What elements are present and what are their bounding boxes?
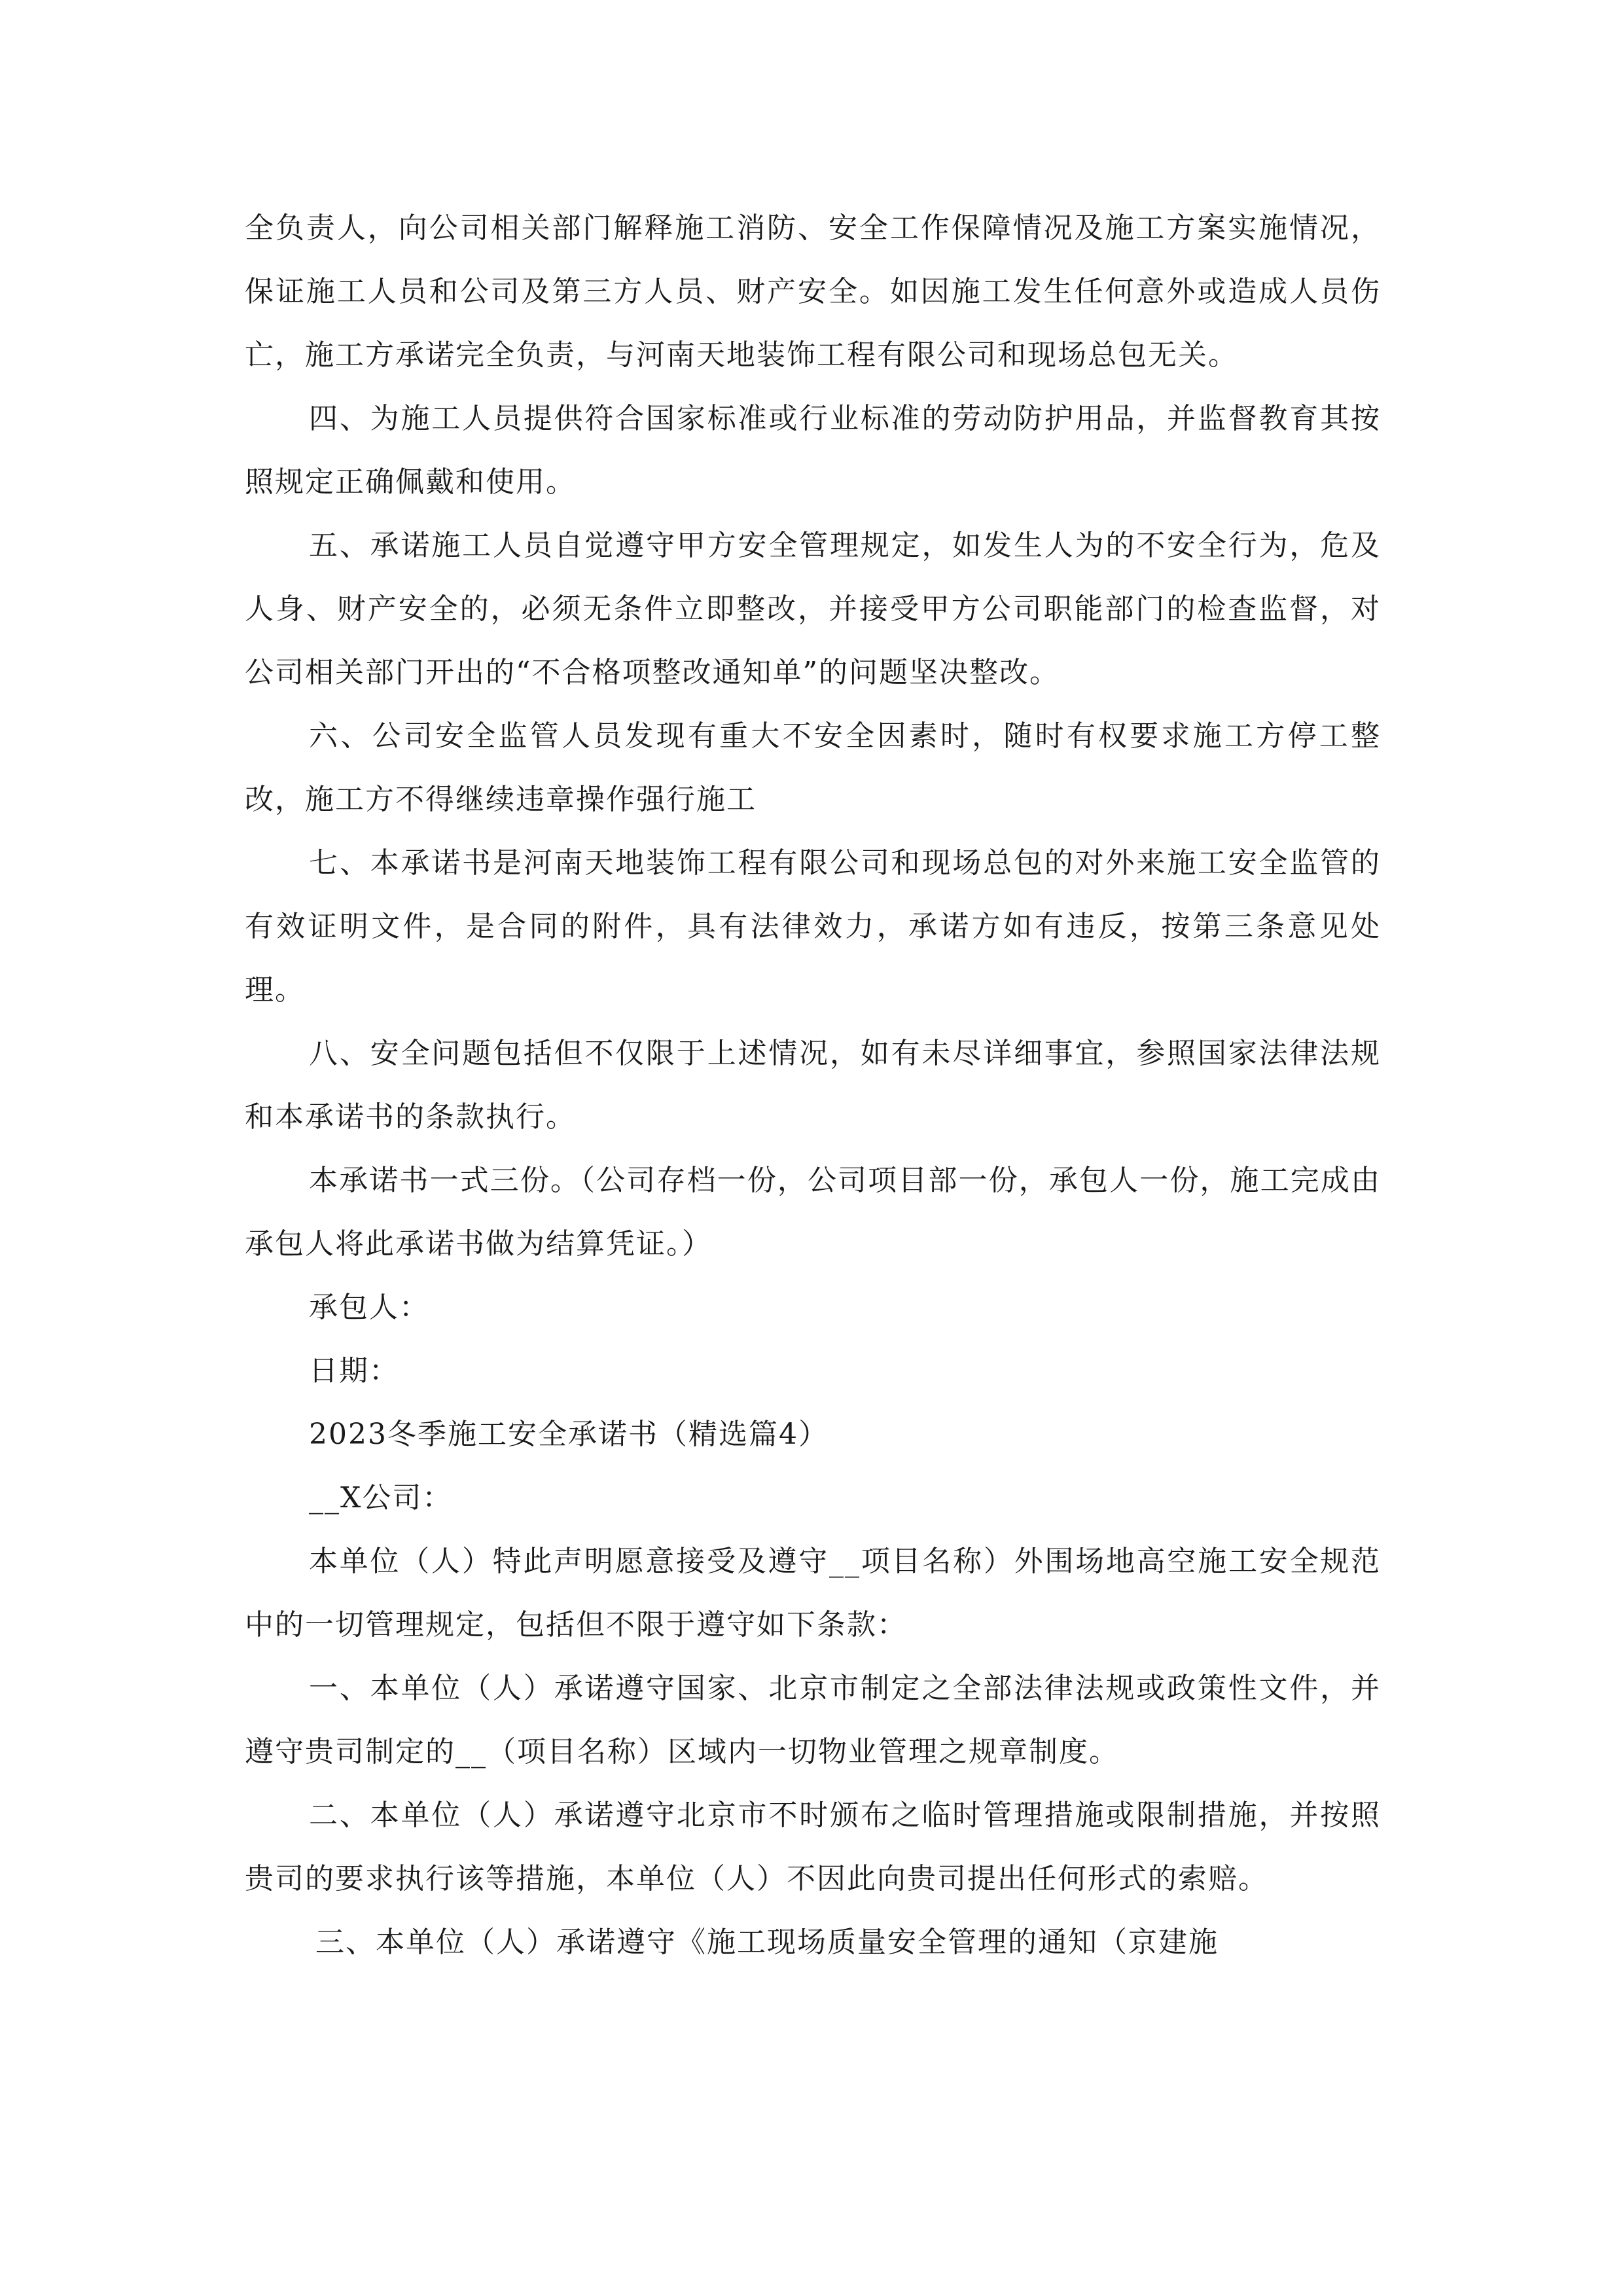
paragraph-copies: 本承诺书一式三份。（公司存档一份，公司项目部一份，承包人一份，施工完成由承包人将此承诺书做为结算凭证。） — [245, 1164, 1381, 1261]
contractor-label: 承包人： — [309, 1291, 429, 1324]
document-body — [245, 196, 1381, 1974]
paragraph-item-7: 七、本承诺书是河南天地装饰工程有限公司和现场总包的对外来施工安全监管的有效证明文件，是合同的附件，具有法律效力，承诺方如有违反，按第三条意见处理。 — [245, 846, 1381, 1007]
paragraph-item-5: 五、承诺施工人员自觉遵守甲方安全管理规定，如发生人为的不安全行为，危及人身、财产安全的，必须无条件立即整改，并接受甲方公司职能部门的检查监督，对公司相关部门开出的“不合格项整改通知单”的问题坚决整改。 — [245, 529, 1381, 689]
section-title: 2023冬季施工安全承诺书（精选篇4） — [309, 1418, 829, 1451]
paragraph-clause-2: 二、本单位（人）承诺遵守北京市不时颁布之临时管理措施或限制措施，并按照贵司的要求执行该等措施，本单位（人）不因此向贵司提出任何形式的索赔。 — [245, 1799, 1381, 1895]
paragraph-declaration: 本单位（人）特此声明愿意接受及遵守__项目名称）外围场地高空施工安全规范中的一切管理规定，包括但不限于遵守如下条款： — [245, 1545, 1381, 1641]
addressee: __X公司： — [309, 1481, 453, 1515]
paragraph-item-4: 四、为施工人员提供符合国家标准或行业标准的劳动防护用品，并监督教育其按照规定正确佩戴和使用。 — [245, 402, 1381, 499]
paragraph-clause-3: 三、本单位（人）承诺遵守《施工现场质量安全管理的通知（京建施 — [315, 1926, 1219, 1959]
paragraph-clause-1: 一、本单位（人）承诺遵守国家、北京市制定之全部法律法规或政策性文件，并遵守贵司制定的__（项目名称）区域内一切物业管理之规章制度。 — [245, 1672, 1381, 1768]
paragraph-item-8: 八、安全问题包括但不仅限于上述情况，如有未尽详细事宜，参照国家法律法规和本承诺书的条款执行。 — [245, 1037, 1381, 1134]
date-label: 日期： — [309, 1354, 399, 1388]
paragraph-item-6: 六、公司安全监管人员发现有重大不安全因素时，随时有权要求施工方停工整改，施工方不得继续违章操作强行施工 — [245, 719, 1381, 816]
paragraph-continuation: 全负责人，向公司相关部门解释施工消防、安全工作保障情况及施工方案实施情况，保证施工人员和公司及第三方人员、财产安全。如因施工发生任何意外或造成人员伤亡，施工方承诺完全负责，与河南天地装饰工程有限公司和现场总包无关。 — [245, 211, 1381, 372]
